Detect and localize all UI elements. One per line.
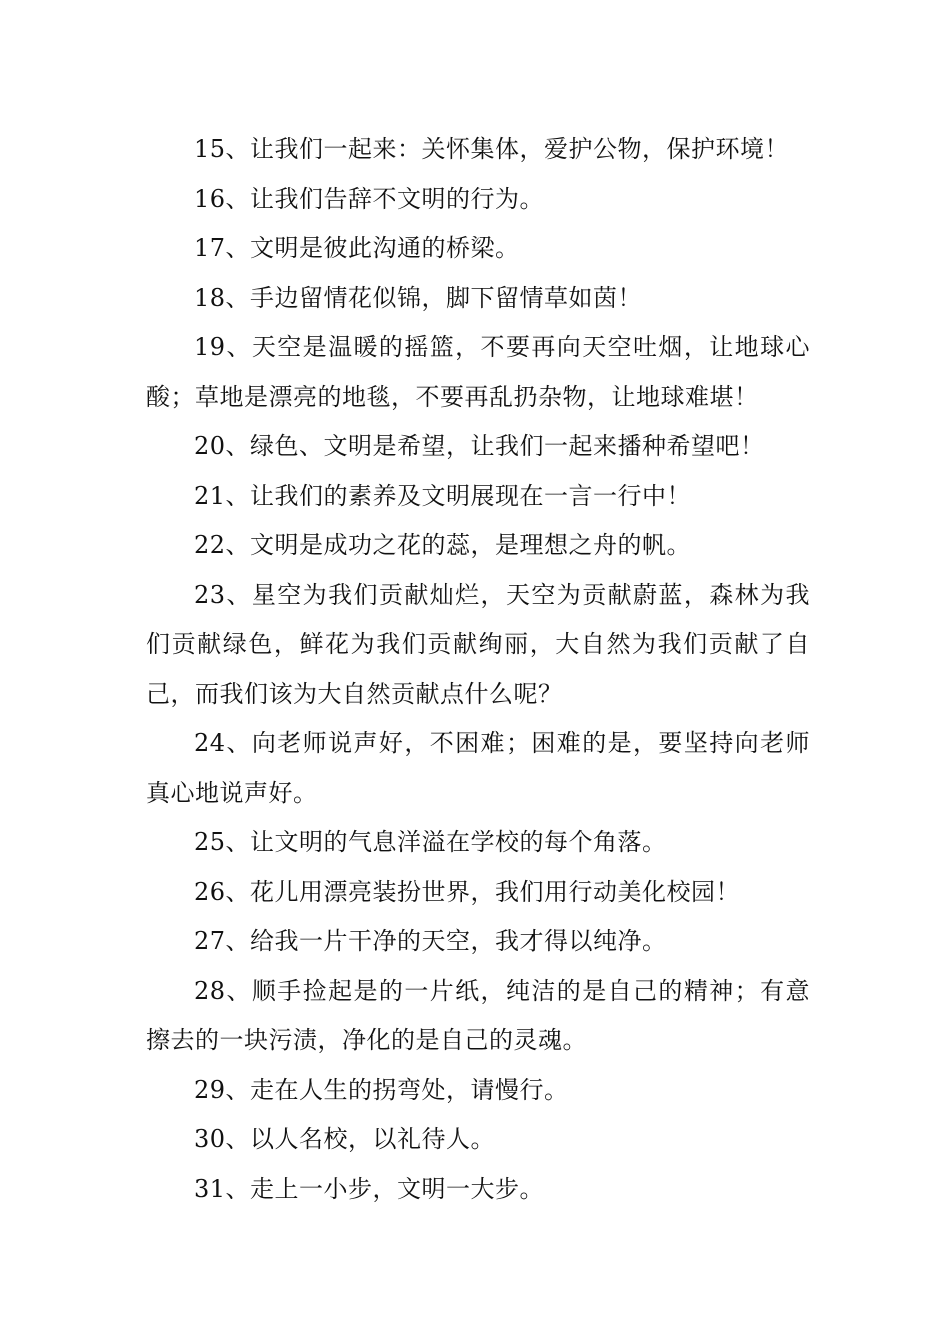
paragraph-31: 31、走上一小步，文明一大步。 <box>194 1174 545 1203</box>
paragraph-21: 21、让我们的素养及文明展现在一言一行中！ <box>194 481 692 510</box>
paragraph-20: 20、绿色、文明是希望，让我们一起来播种希望吧！ <box>194 432 765 460</box>
paragraph-19: 19、天空是温暖的摇篮，不要再向天空吐烟，让地球心酸；草地是漂亮的地毯，不要再乱扔杂物，让地球难堪！ <box>146 333 810 411</box>
paragraph-26: 26、花儿用漂亮装扮世界，我们用行动美化校园！ <box>194 877 741 906</box>
paragraph-23: 23、星空为我们贡献灿烂，天空为贡献蔚蓝，森林为我们贡献绿色，鲜花为我们贡献绚丽，大自然为我们贡献了自己，而我们该为大自然贡献点什么呢？ <box>146 580 810 708</box>
paragraph-30: 30、以人名校，以礼待人。 <box>194 1125 496 1153</box>
paragraph-15: 15、让我们一起来：关怀集体，爱护公物，保护环境！ <box>194 135 790 163</box>
paragraph-16: 16、让我们告辞不文明的行为。 <box>194 184 545 213</box>
paragraph-27: 27、给我一片干净的天空，我才得以纯净。 <box>194 927 667 955</box>
paragraph-24: 24、向老师说声好，不困难；困难的是，要坚持向老师真心地说声好。 <box>146 729 810 807</box>
paragraph-18: 18、手边留情花似锦，脚下留情草如茵！ <box>194 283 643 312</box>
paragraph-22: 22、文明是成功之花的蕊，是理想之舟的帆。 <box>194 531 692 559</box>
paragraph-28: 28、顺手捡起是的一片纸，纯洁的是自己的精神；有意擦去的一块污渍，净化的是自己的灵魂。 <box>146 976 810 1054</box>
paragraph-29: 29、走在人生的拐弯处，请慢行。 <box>194 1075 569 1104</box>
paragraph-25: 25、让文明的气息洋溢在学校的每个角落。 <box>194 828 667 856</box>
document-body <box>146 125 810 1214</box>
paragraph-17: 17、文明是彼此沟通的桥梁。 <box>194 234 520 262</box>
